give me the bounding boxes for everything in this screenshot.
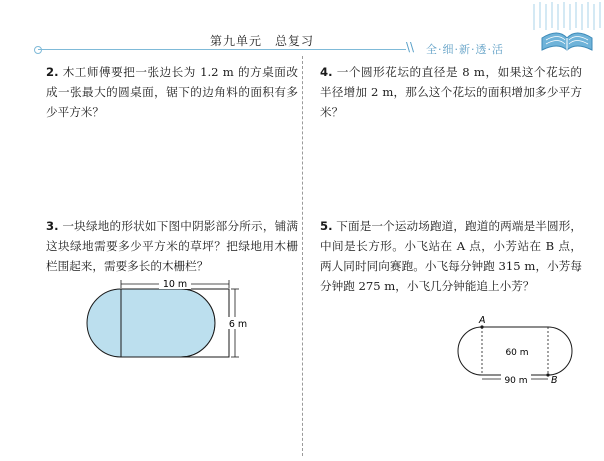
problem-number: 3. [46, 219, 59, 233]
point-b-label: B [551, 375, 558, 386]
problem-number: 5. [320, 219, 333, 233]
point-b-marker [546, 373, 549, 376]
header-rule-dot [34, 46, 42, 54]
problem-number: 2. [46, 65, 59, 79]
height-label: 6 m [228, 319, 248, 330]
unit-title: 第九单元 总复习 [210, 34, 315, 48]
column-divider [302, 56, 303, 456]
figure-3-diagram [85, 275, 255, 370]
book-logo-icon [530, 0, 604, 58]
shaded-region [87, 289, 215, 357]
point-a-label: A [479, 315, 486, 326]
problem-number: 4. [320, 65, 333, 79]
problem-2 [46, 62, 298, 122]
header-slash-decoration: \\ [406, 40, 415, 54]
problem-text: 一个圆形花坛的直径是 8 m，如果这个花坛的半径增加 2 m，那么这个花坛的面积增加多少平方米？ [320, 65, 582, 119]
width-label: 10 m [162, 279, 188, 290]
problem-text: 一块绿地的形状如下图中阴影部分所示，铺满这块绿地需要多少平方米的草坪？把绿地用木栅栏围起来，需要多长的木栅栏？ [46, 219, 298, 273]
problem-3 [46, 216, 298, 276]
problem-5 [320, 216, 582, 296]
height-label: 60 m [505, 348, 529, 358]
figure-5-track-diagram [455, 312, 585, 392]
width-label: 90 m [504, 376, 528, 386]
series-name: 全·细·新·透·活 [426, 43, 504, 56]
header-rule [38, 49, 406, 50]
problem-text: 下面是一个运动场跑道，跑道的两端是半圆形，中间是长方形。小飞站在 A 点，小芳站在 B 点，两人同时同向赛跑。小飞每分钟跑 315 m，小芳每分钟跑 275 m，小飞几分钟能追上小芳？ [320, 219, 582, 293]
problem-text: 木工师傅要把一张边长为 1.2 m 的方桌面改成一张最大的圆桌面，锯下的边角料的面积有多少平方米？ [46, 65, 298, 119]
problem-4 [320, 62, 582, 122]
